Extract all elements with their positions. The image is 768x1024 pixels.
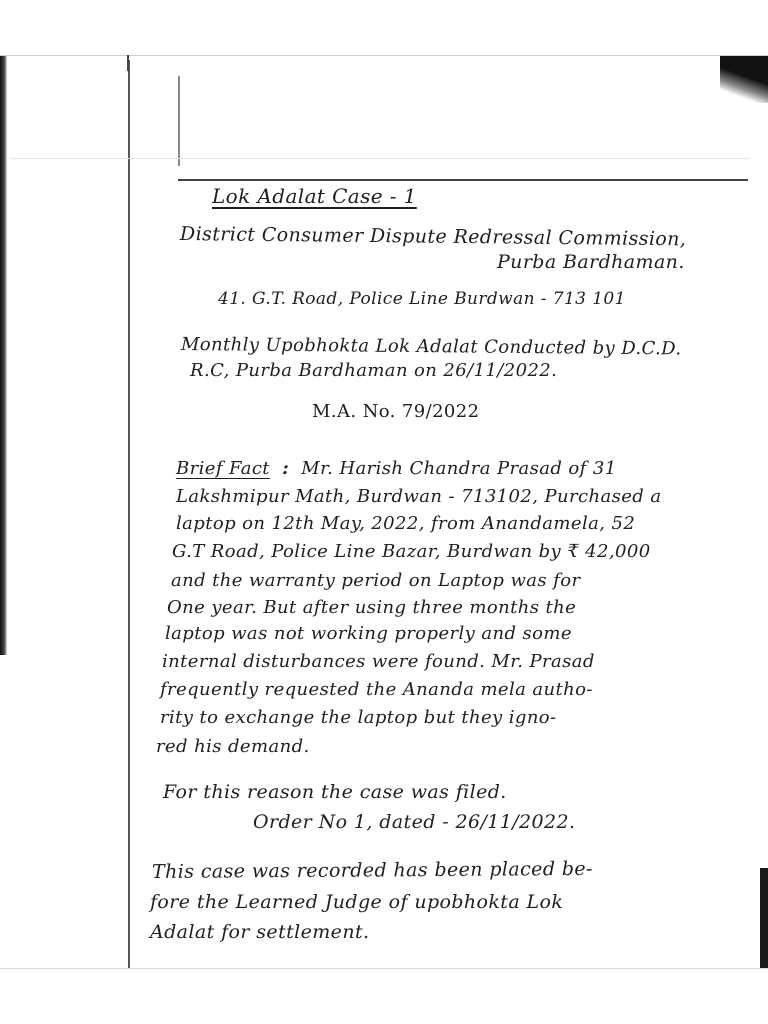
brief-fact-line: internal disturbances were found. Mr. Prasad	[162, 651, 595, 672]
faint-margin-mark	[178, 76, 180, 166]
closing-line: Adalat for settlement.	[150, 921, 370, 943]
case-number: M.A. No. 79/2022	[312, 401, 480, 422]
brief-fact-line: Mr. Harish Chandra Prasad of 31	[301, 458, 617, 479]
brief-fact-label: Brief Fact	[176, 458, 270, 479]
brief-fact-line: laptop was not working properly and some	[165, 623, 572, 644]
brief-fact-line: red his demand.	[156, 736, 310, 757]
conducted-date-line: R.C, Purba Bardhaman on 26/11/2022.	[190, 360, 558, 381]
paper-bottom-edge	[0, 968, 768, 969]
commission-name: District Consumer Dispute Redressal Commission,	[179, 223, 687, 251]
brief-fact-line: Lakshmipur Math, Burdwan - 713102, Purchased a	[176, 486, 662, 507]
brief-fact-line: G.T Road, Police Line Bazar, Burdwan by ₹ 42,000	[172, 541, 651, 562]
order-line: Order No 1, dated - 26/11/2022.	[253, 811, 576, 833]
paper-top-edge	[0, 55, 768, 56]
commission-address: 41. G.T. Road, Police Line Burdwan - 713 101	[218, 289, 626, 309]
brief-fact-line: frequently requested the Ananda mela autho-	[160, 679, 593, 700]
scan-edge-right-top	[720, 55, 768, 103]
scan-edge-right-bottom	[760, 868, 768, 968]
closing-line: fore the Learned Judge of upobhokta Lok	[150, 891, 564, 913]
brief-fact-line: rity to exchange the laptop but they igno-	[160, 707, 557, 728]
filed-statement: For this reason the case was filed.	[163, 781, 507, 803]
margin-mark	[127, 55, 129, 71]
brief-fact-colon: :	[282, 458, 290, 479]
case-title: Lok Adalat Case - 1	[212, 184, 417, 208]
scan-edge-left	[0, 55, 7, 655]
brief-fact-line: and the warranty period on Laptop was for	[171, 570, 581, 591]
commission-location: Purba Bardhaman.	[497, 251, 685, 273]
top-ruled-line	[178, 179, 748, 181]
margin-line	[128, 60, 130, 968]
closing-line: This case was recorded has been placed be-	[151, 857, 593, 883]
brief-fact-heading	[176, 457, 617, 481]
brief-fact-line: One year. But after using three months the	[167, 597, 577, 618]
conducted-by-line: Monthly Upobhokta Lok Adalat Conducted by D.C.D.	[180, 334, 682, 360]
brief-fact-line: laptop on 12th May, 2022, from Anandamela, 52	[176, 513, 636, 534]
faint-ruled-line	[10, 158, 750, 159]
